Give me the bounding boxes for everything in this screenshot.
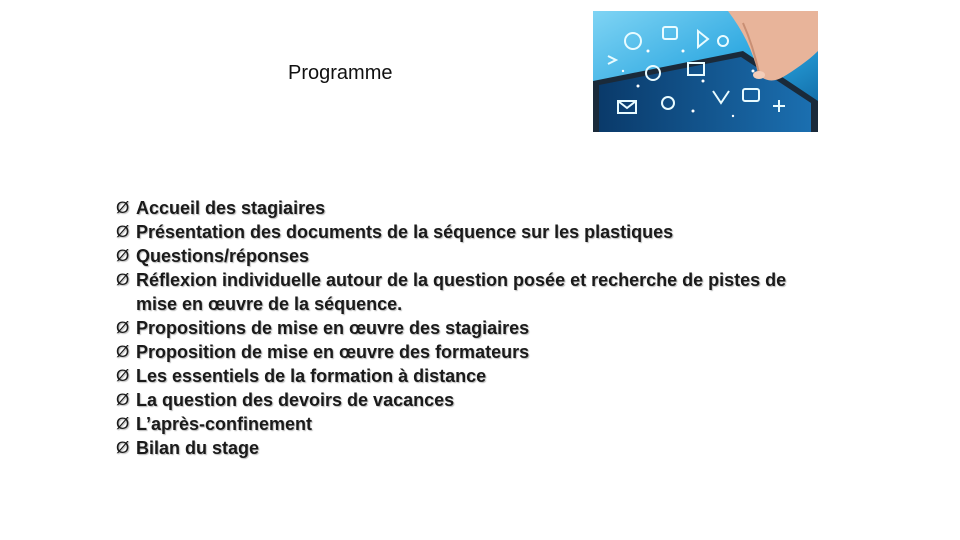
list-item: Ø Les essentiels de la formation à distance (116, 366, 487, 386)
arrow-bullet-icon: Ø (116, 270, 130, 289)
list-item: Ø Questions/réponses (116, 246, 310, 266)
list-item: Ø L’après-confinement (116, 414, 313, 434)
arrow-bullet-icon: Ø (116, 222, 130, 241)
arrow-bullet-icon: Ø (116, 246, 130, 265)
slide-title: Programme (288, 62, 393, 84)
agenda-list (116, 196, 796, 460)
list-item: Ø Proposition de mise en œuvre des formateurs (116, 342, 530, 362)
list-item: Ø Accueil des stagiaires (116, 198, 326, 218)
list-item: Ø Réflexion individuelle autour de la question posée et recherche de pistes de mise en œuvre de la séquence. (116, 270, 787, 314)
arrow-bullet-icon: Ø (116, 390, 130, 409)
arrow-bullet-icon: Ø (116, 198, 130, 217)
arrow-bullet-icon: Ø (116, 438, 130, 457)
arrow-bullet-icon: Ø (116, 318, 130, 337)
list-item: Ø Bilan du stage (116, 438, 260, 458)
list-item: Ø La question des devoirs de vacances (116, 390, 455, 410)
arrow-bullet-icon: Ø (116, 342, 130, 361)
list-item: Ø Présentation des documents de la séquence sur les plastiques (116, 222, 674, 242)
list-item: Ø Propositions de mise en œuvre des stagiaires (116, 318, 530, 338)
arrow-bullet-icon: Ø (116, 366, 130, 385)
hero-image (593, 11, 818, 132)
arrow-bullet-icon: Ø (116, 414, 130, 433)
tablet-hand-app-icons-icon (593, 11, 818, 132)
